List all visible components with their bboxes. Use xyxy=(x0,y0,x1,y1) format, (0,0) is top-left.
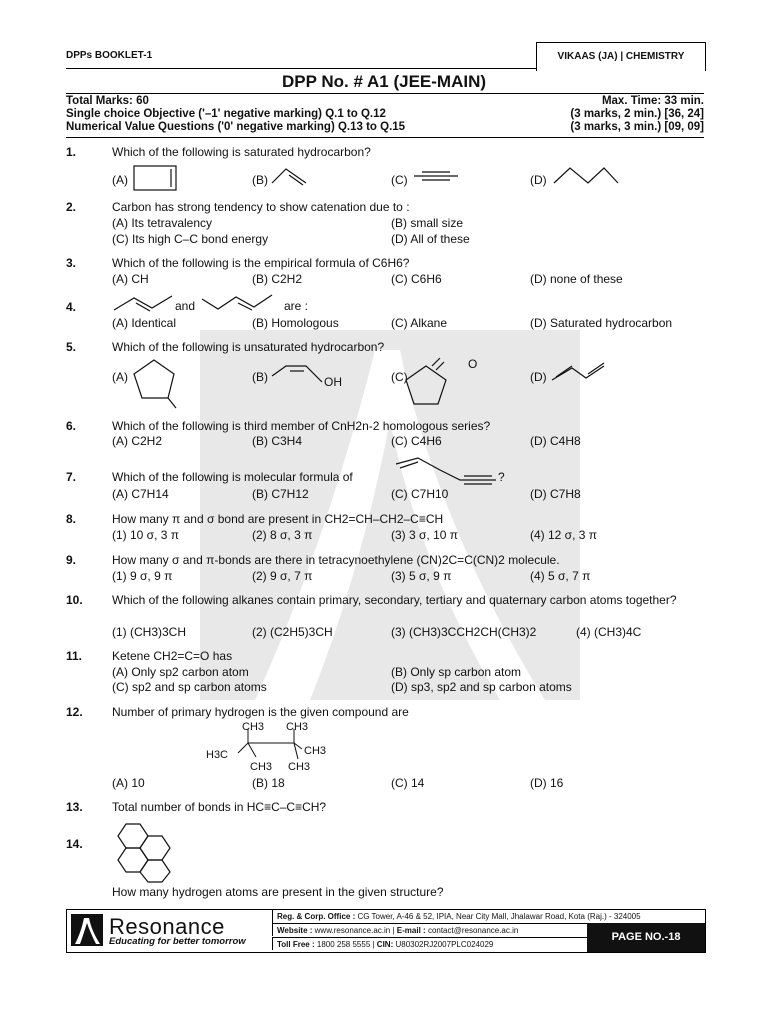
question-text: How many σ and π-bonds are there in tetracynoethylene (CN)2C=C(CN)2 molecule. xyxy=(112,553,560,567)
option-d: (D) Saturated hydrocarbon xyxy=(530,316,673,330)
question-text: Which of the following is unsaturated hydrocarbon? xyxy=(112,340,385,354)
option-d: (D) sp3, sp2 and sp carbon atoms xyxy=(391,680,572,694)
logo-tagline: Educating for better tomorrow xyxy=(109,936,246,947)
question-11 xyxy=(66,649,704,699)
oh-label: OH xyxy=(324,375,342,389)
question-number: 12. xyxy=(66,705,83,719)
option-a: (A) 10 xyxy=(112,776,145,790)
diene-yne-structure xyxy=(396,458,496,488)
option-3: (3) (CH3)3CCH2CH(CH3)2 xyxy=(391,625,537,639)
question-text: Which of the following is the empirical formula of C6H6? xyxy=(112,256,410,270)
option-a: (A) Only sp2 carbon atom xyxy=(112,665,249,679)
butane-structure xyxy=(554,165,618,185)
question-number: 3. xyxy=(66,256,77,270)
option-c: (C) Alkane xyxy=(391,316,448,330)
option-a: (A) xyxy=(112,370,128,384)
ch3-label: CH3 xyxy=(250,761,273,773)
question-3 xyxy=(66,256,704,290)
ch3-label: CH3 xyxy=(288,761,311,773)
email-label: E-mail : xyxy=(396,926,426,935)
question-number: 2. xyxy=(66,200,77,214)
header-rule xyxy=(66,68,536,69)
reg-office-label: Reg. & Corp. Office : xyxy=(277,912,356,921)
question-6 xyxy=(66,419,704,453)
option-b: (B) Only sp carbon atom xyxy=(391,665,522,679)
h3c-label: H3C xyxy=(206,749,229,761)
option-b: (B) Homologous xyxy=(252,316,339,330)
question-text: Which of the following is saturated hydrocarbon? xyxy=(112,145,371,159)
cin-number: U80302RJ2007PLC024029 xyxy=(395,940,494,949)
tollfree-number: 1800 258 5555 | xyxy=(316,940,375,949)
ch3-label: CH3 xyxy=(286,721,309,733)
booklet-label: DPPs BOOKLET-1 xyxy=(66,50,153,61)
total-marks: Total Marks: 60 xyxy=(66,95,149,107)
question-text: Which of the following alkanes contain primary, secondary, tertiary and quaternary carbon atoms together? xyxy=(112,593,677,607)
logo-name: Resonance xyxy=(109,914,225,939)
option-4: (4) 12 σ, 3 π xyxy=(530,528,598,542)
ch3-label: CH3 xyxy=(242,721,265,733)
email-link[interactable]: contact@resonance.ac.in xyxy=(427,926,519,935)
reg-office-row xyxy=(272,910,705,923)
option-b: (B) C3H4 xyxy=(252,434,303,448)
question-14 xyxy=(66,820,704,900)
option-c: (C) 14 xyxy=(391,776,425,790)
methylcyclopentane-structure xyxy=(132,358,182,410)
page-number: PAGE NO.-18 xyxy=(587,923,705,952)
resonance-logo-icon xyxy=(71,914,103,946)
question-4 xyxy=(66,292,704,332)
question-text: Carbon has strong tendency to show catenation due to : xyxy=(112,200,410,214)
info-row-3 xyxy=(66,121,704,133)
option-3: (3) 5 σ, 9 π xyxy=(391,569,452,583)
question-number: 4. xyxy=(66,300,77,314)
question-number: 13. xyxy=(66,800,83,814)
option-b: (B) C2H2 xyxy=(252,272,303,286)
numerical-info: Numerical Value Questions ('0' negative marking) Q.13 to Q.15 xyxy=(66,121,406,133)
option-b: (B) 18 xyxy=(252,776,285,790)
question-7 xyxy=(66,470,704,504)
cyclopentanone-structure xyxy=(388,352,460,408)
question-5 xyxy=(66,340,704,410)
single-choice-marks: (3 marks, 2 min.) [36, 24] xyxy=(570,108,704,120)
question-number: 6. xyxy=(66,419,77,433)
option-c: (C) C4H6 xyxy=(391,434,442,448)
option-d: (D) C4H8 xyxy=(530,434,581,448)
ch3-label: CH3 xyxy=(304,745,327,757)
website-link[interactable]: www.resonance.ac.in | xyxy=(314,926,395,935)
website-label: Website : xyxy=(277,926,313,935)
question-13 xyxy=(66,800,704,818)
oxygen-label: O xyxy=(468,357,478,371)
option-c: (C) C7H10 xyxy=(391,487,449,501)
question-1 xyxy=(66,145,704,195)
option-3: (3) 3 σ, 10 π xyxy=(391,528,459,542)
option-c: (C) Its high C–C bond energy xyxy=(112,232,269,246)
info-rule xyxy=(66,137,704,138)
tollfree-row xyxy=(272,937,587,950)
alkyne-structure xyxy=(414,171,458,181)
option-a: (A) Its tetravalency xyxy=(112,216,213,230)
title-rule xyxy=(66,93,704,94)
question-number: 14. xyxy=(66,837,83,851)
option-2: (2) 8 σ, 3 π xyxy=(252,528,313,542)
cyclobutene-structure xyxy=(134,165,178,191)
option-c: (C) sp2 and sp carbon atoms xyxy=(112,680,267,694)
option-d: (D) xyxy=(530,370,547,384)
question-text: Total number of bonds in HC≡C–C≡CH? xyxy=(112,800,327,814)
option-1: (1) 10 σ, 3 π xyxy=(112,528,180,542)
option-b: (B) C7H12 xyxy=(252,487,309,501)
question-text: Which of the following is molecular formula of xyxy=(112,470,353,484)
question-12 xyxy=(66,705,704,793)
website-row xyxy=(272,923,587,936)
numerical-marks: (3 marks, 3 min.) [09, 09] xyxy=(570,121,704,133)
option-a: (A) C7H14 xyxy=(112,487,169,501)
question-10 xyxy=(66,593,704,641)
option-2: (2) (C2H5)3CH xyxy=(252,625,333,639)
option-b: (B) small size xyxy=(391,216,464,230)
option-d: (D) All of these xyxy=(391,232,470,246)
option-a: (A) xyxy=(112,173,128,187)
option-d: (D) none of these xyxy=(530,272,623,286)
question-number: 5. xyxy=(66,340,77,354)
option-c: (C) C6H6 xyxy=(391,272,442,286)
question-number: 7. xyxy=(66,470,77,484)
question-text: How many π and σ bond are present in CH2=CH–CH2–C≡CH xyxy=(112,512,444,526)
footer xyxy=(66,909,706,953)
option-b: (B) xyxy=(252,173,268,187)
question-text: Number of primary hydrogen is the given compound are xyxy=(112,705,409,719)
resonance-logo xyxy=(71,914,267,948)
option-4: (4) (CH3)4C xyxy=(576,625,642,639)
butadiene-structure xyxy=(552,362,616,382)
page-title: DPP No. # A1 (JEE-MAIN) xyxy=(281,72,487,91)
single-choice-info: Single choice Objective ('–1' negative marking) Q.1 to Q.12 xyxy=(66,108,386,120)
option-1: (1) (CH3)3CH xyxy=(112,625,187,639)
info-row-1 xyxy=(66,95,704,107)
question-number: 8. xyxy=(66,512,77,526)
option-d: (D) xyxy=(530,173,547,187)
option-1: (1) 9 σ, 9 π xyxy=(112,569,173,583)
question-text: Ketene CH2=C=O has xyxy=(112,649,233,663)
option-d: (D) C7H8 xyxy=(530,487,581,501)
info-row-2 xyxy=(66,108,704,120)
pent-2-ene-structure xyxy=(202,293,274,311)
question-2 xyxy=(66,200,704,250)
question-number: 10. xyxy=(66,593,83,607)
max-time: Max. Time: 33 min. xyxy=(601,95,704,107)
cin-label: CIN: xyxy=(376,940,394,949)
question-number: 9. xyxy=(66,553,77,567)
reg-office-address: CG Tower, A-46 & 52, IPIA, Near City Mall, Jhalawar Road, Kota (Raj.) - 324005 xyxy=(357,912,641,921)
option-b: (B) xyxy=(252,370,268,384)
option-c: (C) xyxy=(391,370,408,384)
option-c: (C) xyxy=(391,173,408,187)
question-text-end: ? xyxy=(498,470,505,484)
question-number: 1. xyxy=(66,145,77,159)
question-text: Which of the following is third member of CnH2n-2 homologous series? xyxy=(112,419,491,433)
question-text-end: are : xyxy=(284,299,309,313)
tollfree-label: Toll Free : xyxy=(277,940,315,949)
question-text: and xyxy=(175,299,196,313)
question-number: 11. xyxy=(66,649,83,663)
fused-ring-structure xyxy=(110,822,190,882)
propene-structure xyxy=(272,165,312,187)
option-4: (4) 5 σ, 7 π xyxy=(530,569,591,583)
subject-label: VIKAAS (JA) | CHEMISTRY xyxy=(536,42,706,71)
question-9 xyxy=(66,553,704,587)
option-a: (A) Identical xyxy=(112,316,177,330)
option-a: (A) CH xyxy=(112,272,149,286)
option-2: (2) 9 σ, 7 π xyxy=(252,569,313,583)
question-8 xyxy=(66,512,704,546)
option-d: (D) 16 xyxy=(530,776,564,790)
option-a: (A) C2H2 xyxy=(112,434,163,448)
question-text: How many hydrogen atoms are present in the given structure? xyxy=(112,885,444,899)
but-2-ene-structure xyxy=(114,294,174,312)
